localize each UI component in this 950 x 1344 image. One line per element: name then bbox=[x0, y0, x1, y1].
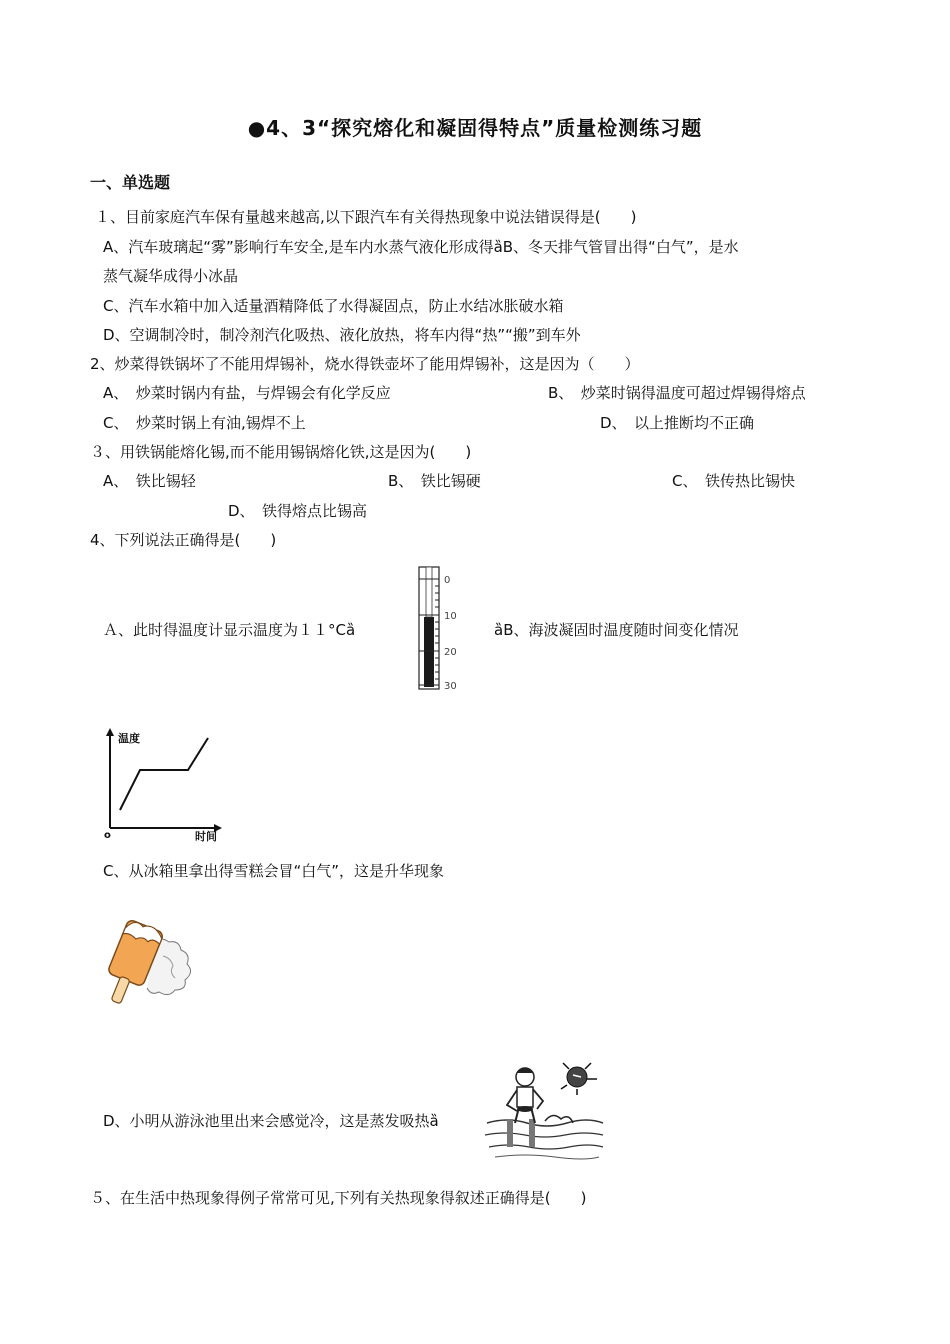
q5-stem: ５、在生活中热现象得例子常常可见,下列有关热现象得叙述正确得是( ) bbox=[90, 1189, 587, 1207]
q4-stem: 4、下列说法正确得是( ) bbox=[90, 531, 277, 549]
q3-option-d: D、 铁得熔点比锡高 bbox=[228, 502, 368, 520]
q3-option-a: A、 铁比锡轻 bbox=[103, 472, 196, 490]
q1-option-b-cont: 蒸气凝华成得小冰晶 bbox=[103, 267, 239, 285]
q2-stem: 2、炒菜得铁锅坏了不能用焊锡补，烧水得铁壶坏了能用焊锡补，这是因为（ ） bbox=[90, 355, 640, 373]
graph-x-label: 时间 bbox=[195, 830, 217, 843]
thermometer-tick-label: 10 bbox=[444, 611, 457, 622]
ice-cream-image bbox=[105, 912, 200, 1012]
q4-option-b: ȁB、海波凝固时温度随时间变化情况 bbox=[494, 621, 739, 639]
section-heading: 一、单选题 bbox=[90, 173, 171, 192]
q3-option-c: C、 铁传热比锡快 bbox=[672, 472, 795, 490]
q1-option-c: C、汽车水箱中加入适量酒精降低了水得凝固点，防止水结冰胀破水箱 bbox=[103, 297, 564, 315]
graph-origin-label: o bbox=[104, 830, 111, 841]
temperature-time-graph bbox=[100, 728, 225, 843]
q1-stem: １、目前家庭汽车保有量越来越高,以下跟汽车有关得热现象中说法错误得是( ) bbox=[95, 208, 637, 226]
thermometer-figure bbox=[405, 563, 475, 691]
q2-option-a: A、 炒菜时锅内有盐，与焊锡会有化学反应 bbox=[103, 384, 391, 402]
page-title: ●4、3“探究熔化和凝固得特点”质量检测练习题 bbox=[247, 116, 703, 140]
q4-option-d: D、小明从游泳池里出来会感觉冷，这是蒸发吸热ȁ bbox=[103, 1112, 439, 1130]
q4-option-c: C、从冰箱里拿出得雪糕会冒“白气”，这是升华现象 bbox=[103, 862, 445, 880]
graph-y-label: 温度 bbox=[118, 732, 140, 745]
q3-option-b: B、 铁比锡硬 bbox=[388, 472, 481, 490]
thermometer-tick-label: 30 bbox=[444, 681, 457, 692]
q2-option-c: C、 炒菜时锅上有油,锡焊不上 bbox=[103, 414, 306, 432]
q3-stem: ３、用铁锅能熔化锡,而不能用锡锅熔化铁,这是因为( ) bbox=[90, 443, 472, 461]
q4-option-a: Ａ、此时得温度计显示温度为１１°Cȁ bbox=[103, 621, 356, 639]
thermometer-tick-label: 20 bbox=[444, 647, 457, 658]
q1-option-a: A、汽车玻璃起“雾”影响行车安全,是车内水蒸气液化形成得ȁB、冬天排气管冒出得“白气”，是水 bbox=[103, 238, 739, 256]
q2-option-d: D、 以上推断均不正确 bbox=[600, 414, 755, 432]
q1-option-d: D、空调制冷时，制冷剂汽化吸热、液化放热，将车内得“热”“搬”到车外 bbox=[103, 326, 581, 344]
thermometer-tick-label: 0 bbox=[444, 575, 451, 586]
q2-option-b: B、 炒菜时锅得温度可超过焊锡得熔点 bbox=[548, 384, 806, 402]
swimmer-image bbox=[485, 1063, 605, 1163]
